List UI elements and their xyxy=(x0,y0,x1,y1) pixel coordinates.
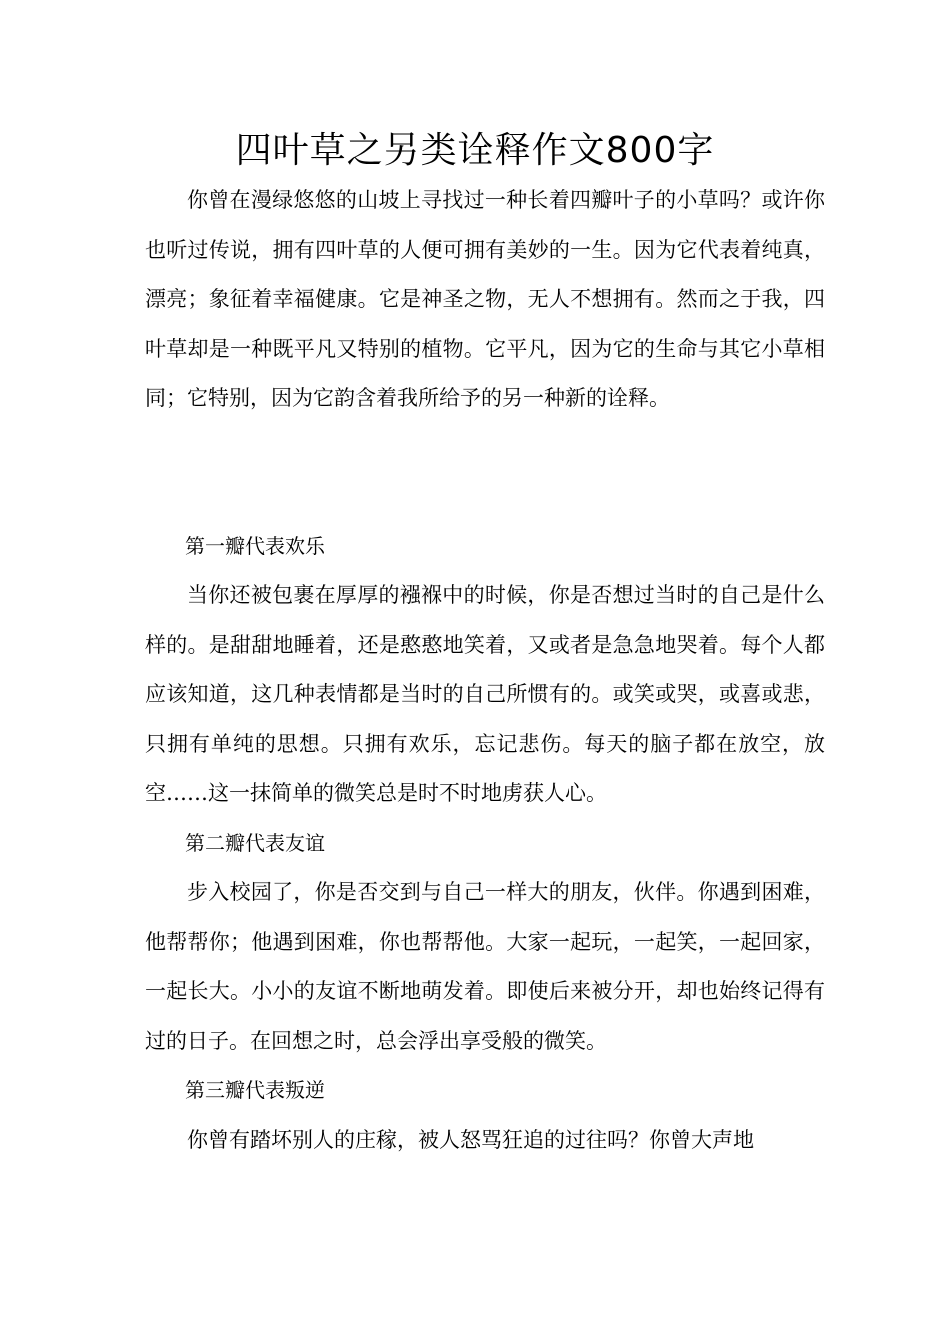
section-paragraph-rebellion: 你曾有踏坏别人的庄稼，被人怒骂狂追的过往吗？你曾大声地 xyxy=(187,1127,754,1152)
section-paragraph-friendship: 步入校园了，你是否交到与自己一样大的朋友，伙伴。你遇到困难，他帮帮你；他遇到困难，你也帮帮他。大家一起玩，一起笑，一起回家，一起长大。小小的友谊不断地萌发着。即使后来被分开，却也始终记得有过的日子。在回想之时，总会浮出享受般的微笑。 xyxy=(145,880,825,1053)
section-paragraph-joy: 当你还被包裹在厚厚的襁褓中的时候，你是否想过当时的自己是什么样的。是甜甜地睡着，还是憨憨地笑着，又或者是急急地哭着。每个人都应该知道，这几种表情都是当时的自己所惯有的。或笑或哭，或喜或悲，只拥有单纯的思想。只拥有欢乐，忘记悲伤。每天的脑子都在放空，放空……这一抹简单的微笑总是时不时地虏获人心。 xyxy=(145,583,825,805)
document-title: 四叶草之另类诠释作文800字 xyxy=(235,130,715,171)
section-heading-friendship: 第二瓣代表友谊 xyxy=(185,830,325,855)
section-heading-rebellion: 第三瓣代表叛逆 xyxy=(185,1078,325,1102)
intro-paragraph: 你曾在漫绿悠悠的山坡上寻找过一种长着四瓣叶子的小草吗？或许你也听过传说，拥有四叶草的人便可拥有美妙的一生。因为它代表着纯真，漂亮；象征着幸福健康。它是神圣之物，无人不想拥有。然而之于我，四叶草却是一种既平凡又特别的植物。它平凡，因为它的生命与其它小草相同；它特别，因为它韵含着我所给予的另一种新的诠释。 xyxy=(145,188,825,410)
paragraph-gap xyxy=(145,424,825,522)
section-heading-joy: 第一瓣代表欢乐 xyxy=(185,533,325,558)
document-body xyxy=(145,176,825,1165)
